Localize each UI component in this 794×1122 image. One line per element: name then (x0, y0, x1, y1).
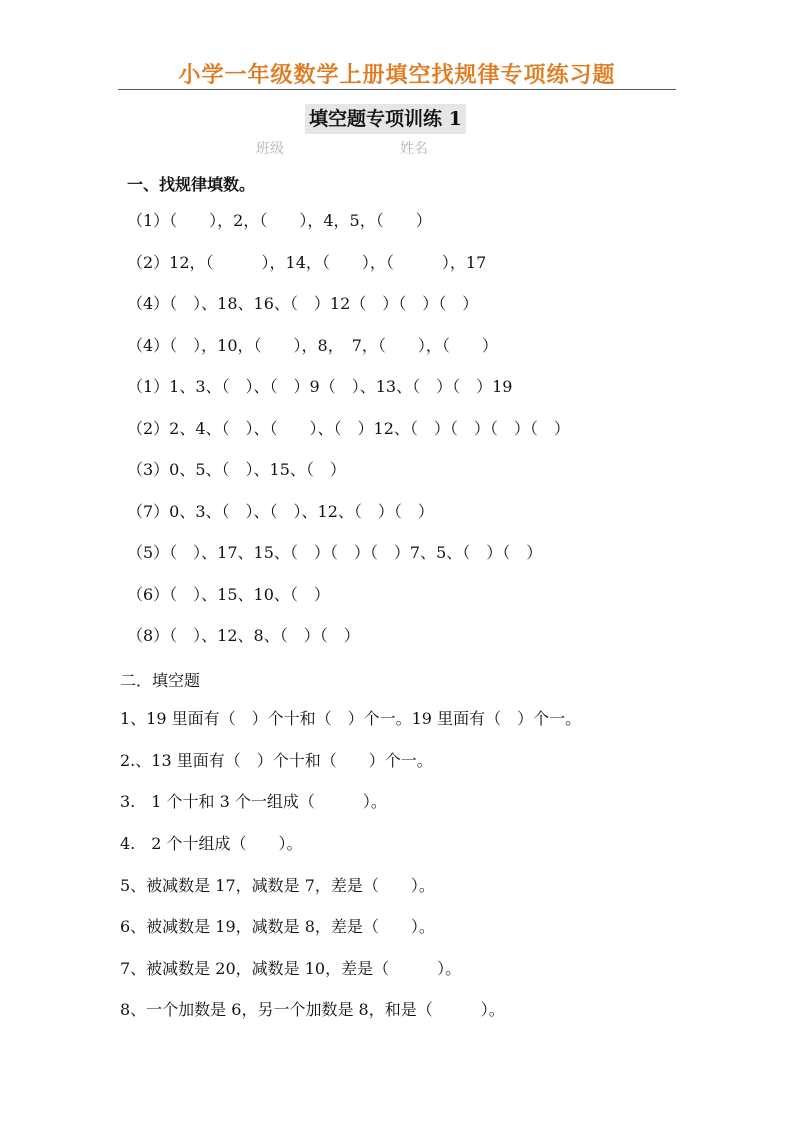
name-label: 姓名 (400, 141, 428, 157)
header-divider (118, 89, 676, 90)
pattern-question: （1）1、3、（ ）、（ ）9（ ）、13、（ ）（ ）19 (127, 377, 513, 396)
pattern-question: （8）（ ）、12、8、（ ）（ ） (127, 626, 360, 645)
header-title: 小学一年级数学上册填空找规律专项练习题 (178, 62, 616, 88)
document-title: 填空题专项训练 1 (305, 104, 466, 134)
fill-blank-question: 1、19 里面有（ ）个十和（ ）个一。19 里面有（ ）个一。 (120, 709, 582, 728)
name-field (400, 138, 428, 158)
fill-blank-question: 6、被减数是 19，减数是 8，差是（ ）。 (120, 917, 435, 936)
fill-blank-question: 7、被减数是 20，减数是 10，差是（ ）。 (120, 959, 462, 978)
fill-blank-question: 8、一个加数是 6，另一个加数是 8，和是（ ）。 (120, 1000, 505, 1019)
class-label: 班级 (256, 141, 284, 157)
class-field (256, 138, 284, 158)
pattern-question: （3）0、5、（ ）、15、（ ） (127, 460, 346, 479)
section2-heading: 二．填空题 (120, 671, 201, 690)
pattern-question: （4）（ ）、18、16、（ ）12（ ）（ ）（ ） (127, 294, 479, 313)
fill-blank-question: 5、被减数是 17，减数是 7，差是（ ）。 (120, 876, 435, 895)
section1-heading: 一、找规律填数。 (127, 175, 256, 194)
fill-blank-question: 4. 2 个十组成（ ）。 (120, 834, 303, 853)
pattern-question: （2）12，（ ），14，（ ），（ ），17 (127, 253, 487, 272)
pattern-question: （7）0、3、（ ）、（ ）、12、（ ）（ ） (127, 502, 434, 521)
fill-blank-question: 2.、13 里面有（ ）个十和（ ）个一。 (120, 751, 433, 770)
pattern-question: （6）（ ）、15、10、（ ） (127, 585, 330, 604)
pattern-question: （1）（ ），2，（ ），4，5，（ ） (127, 211, 432, 230)
pattern-question: （4）（ ），10，（ ），8， 7，（ ），（ ） (127, 336, 498, 355)
pattern-question: （2）2、4、（ ）、（ ）、（ ）12、（ ）（ ）（ ）（ ） (127, 419, 570, 438)
pattern-question: （5）（ ）、17、15、（ ）（ ）（ ）7、5、（ ）（ ） (127, 543, 543, 562)
fill-blank-question: 3. 1 个十和 3 个一组成（ ）。 (120, 792, 387, 811)
